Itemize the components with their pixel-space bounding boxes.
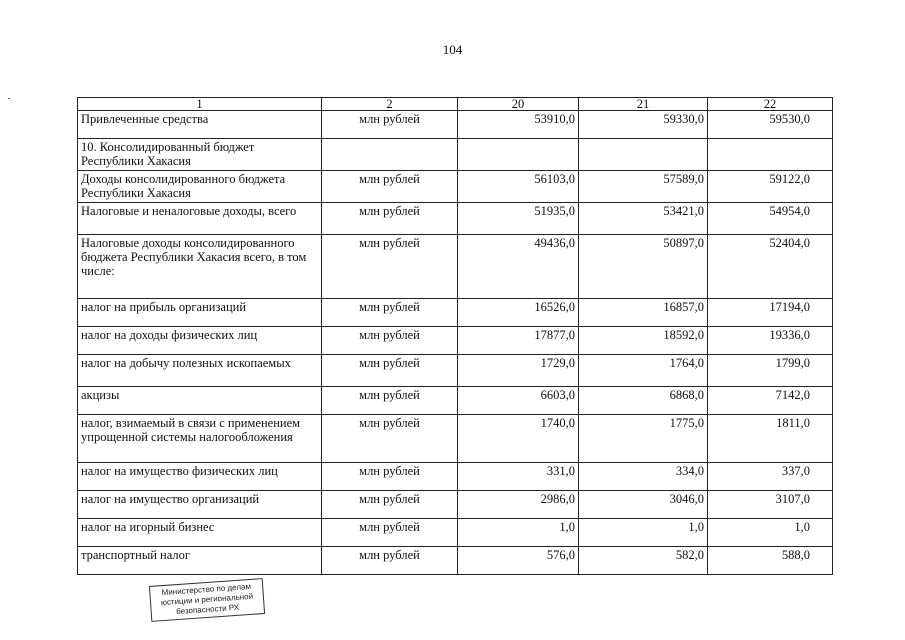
table-row [78,491,833,519]
table-row [78,547,833,575]
row-label-cell: Привлеченные средства [78,111,322,139]
row-label-cell: налог на добычу полезных ископаемых [78,355,322,387]
row-value-21-cell: 1,0 [579,519,708,547]
row-unit-cell: млн рублей [322,235,458,299]
row-unit-cell [322,139,458,171]
table-row [78,519,833,547]
row-value-21-cell: 53421,0 [579,203,708,235]
table-row [78,235,833,299]
row-value-22-cell: 1811,0 [708,415,833,463]
table-row [78,203,833,235]
scan-speck [8,98,10,99]
row-value-22-cell: 17194,0 [708,299,833,327]
table-row [78,299,833,327]
header-col-2: 2 [322,98,458,111]
row-value-21-cell: 57589,0 [579,171,708,203]
table-header-row [78,98,833,111]
row-label-cell: Доходы консолидированного бюджета Республики Хакасия [78,171,322,203]
row-value-22-cell: 54954,0 [708,203,833,235]
row-value-21-cell: 16857,0 [579,299,708,327]
page-number: 104 [442,42,463,57]
row-value-21-cell: 50897,0 [579,235,708,299]
row-value-22-cell: 52404,0 [708,235,833,299]
row-value-20-cell: 56103,0 [458,171,579,203]
table-row [78,111,833,139]
row-label-cell: налог на имущество организаций [78,491,322,519]
row-value-22-cell: 59122,0 [708,171,833,203]
row-value-22-cell: 1799,0 [708,355,833,387]
table-row [78,355,833,387]
row-unit-cell: млн рублей [322,387,458,415]
row-label-cell: налог на игорный бизнес [78,519,322,547]
row-value-21-cell: 582,0 [579,547,708,575]
row-value-21-cell [579,139,708,171]
row-value-20-cell: 51935,0 [458,203,579,235]
header-col-22: 22 [708,98,833,111]
row-value-20-cell: 1,0 [458,519,579,547]
row-label-cell: налог на имущество физических лиц [78,463,322,491]
row-value-22-cell: 7142,0 [708,387,833,415]
row-value-20-cell: 1740,0 [458,415,579,463]
row-value-20-cell: 16526,0 [458,299,579,327]
row-value-20-cell: 1729,0 [458,355,579,387]
row-unit-cell: млн рублей [322,299,458,327]
row-value-20-cell: 17877,0 [458,327,579,355]
row-unit-cell: млн рублей [322,111,458,139]
row-label-cell: акцизы [78,387,322,415]
row-label-cell: транспортный налог [78,547,322,575]
header-col-20: 20 [458,98,579,111]
row-value-20-cell [458,139,579,171]
row-unit-cell: млн рублей [322,463,458,491]
row-value-22-cell: 337,0 [708,463,833,491]
row-value-21-cell: 1764,0 [579,355,708,387]
row-unit-cell: млн рублей [322,415,458,463]
row-label-cell: Налоговые и неналоговые доходы, всего [78,203,322,235]
row-unit-cell: млн рублей [322,519,458,547]
row-value-22-cell: 1,0 [708,519,833,547]
row-value-21-cell: 1775,0 [579,415,708,463]
header-col-1: 1 [78,98,322,111]
row-label-cell: 10. Консолидированный бюджет Республики Хакасия [78,139,322,171]
row-value-22-cell: 19336,0 [708,327,833,355]
table-row [78,387,833,415]
row-unit-cell: млн рублей [322,355,458,387]
header-col-21: 21 [579,98,708,111]
row-value-20-cell: 6603,0 [458,387,579,415]
row-value-22-cell: 59530,0 [708,111,833,139]
row-value-20-cell: 49436,0 [458,235,579,299]
table-row [78,171,833,203]
table-row [78,463,833,491]
row-unit-cell: млн рублей [322,203,458,235]
row-label-cell: налог на прибыль организаций [78,299,322,327]
row-value-20-cell: 53910,0 [458,111,579,139]
table-row [78,327,833,355]
row-unit-cell: млн рублей [322,547,458,575]
row-label-cell: Налоговые доходы консолидированного бюджета Республики Хакасия всего, в том числе: [78,235,322,299]
row-value-21-cell: 334,0 [579,463,708,491]
row-value-21-cell: 3046,0 [579,491,708,519]
row-value-21-cell: 18592,0 [579,327,708,355]
row-value-20-cell: 2986,0 [458,491,579,519]
row-value-21-cell: 6868,0 [579,387,708,415]
row-unit-cell: млн рублей [322,327,458,355]
row-value-20-cell: 331,0 [458,463,579,491]
row-label-cell: налог на доходы физических лиц [78,327,322,355]
row-value-22-cell [708,139,833,171]
table-row [78,415,833,463]
row-value-22-cell: 588,0 [708,547,833,575]
ministry-stamp: Министерство по делам юстиции и региональной безопасности РХ [149,578,265,622]
row-value-21-cell: 59330,0 [579,111,708,139]
row-unit-cell: млн рублей [322,171,458,203]
row-label-cell: налог, взимаемый в связи с применением упрощенной системы налогообложения [78,415,322,463]
row-value-22-cell: 3107,0 [708,491,833,519]
row-unit-cell: млн рублей [322,491,458,519]
budget-table [77,97,833,575]
table-row [78,139,833,171]
row-value-20-cell: 576,0 [458,547,579,575]
